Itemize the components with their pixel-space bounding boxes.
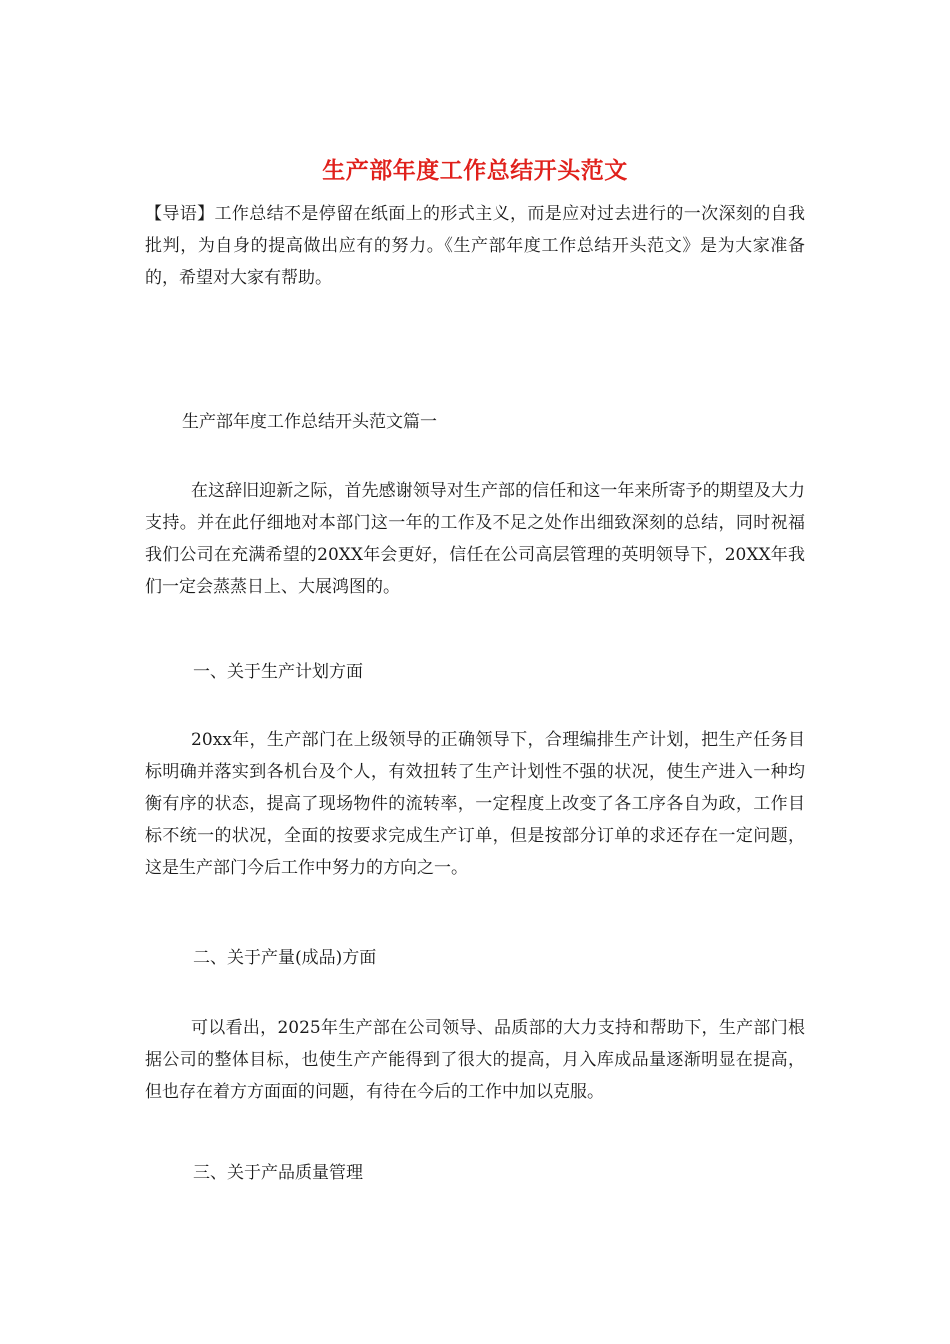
heading-2: 二、关于产量(成品)方面 bbox=[193, 948, 377, 968]
section-title: 生产部年度工作总结开头范文篇一 bbox=[182, 412, 437, 432]
document-title: 生产部年度工作总结开头范文 bbox=[322, 157, 628, 184]
body-paragraph-1: 在这辞旧迎新之际，首先感谢领导对生产部的信任和这一年来所寄予的期望及大力支持。并在此仔细地对本部门这一年的工作及不足之处作出细致深刻的总结，同时祝福我们公司在充满希望的20XX年会更好，信任在公司高层管理的英明领导下，20XX年我们一定会蒸蒸日上、大展鸿图的。 bbox=[145, 481, 805, 597]
body-paragraph-2: 20xx年，生产部门在上级领导的正确领导下，合理编排生产计划，把生产任务目标明确并落实到各机台及个人，有效扭转了生产计划性不强的状况，使生产进入一种均衡有序的状态，提高了现场物件的流转率，一定程度上改变了各工序各自为政，工作目标不统一的状况，全面的按要求完成生产订单，但是按部分订单的求还存在一定问题，这是生产部门今后工作中努力的方向之一。 bbox=[145, 730, 805, 878]
intro-paragraph: 【导语】工作总结不是停留在纸面上的形式主义，而是应对过去进行的一次深刻的自我批判，为自身的提高做出应有的努力。《生产部年度工作总结开头范文》是为大家准备的，希望对大家有帮助。 bbox=[145, 204, 805, 288]
body-paragraph-3: 可以看出，2025年生产部在公司领导、品质部的大力支持和帮助下，生产部门根据公司的整体目标，也使生产产能得到了很大的提高，月入库成品量逐渐明显在提高，但也存在着方方面面的问题，有待在今后的工作中加以克服。 bbox=[145, 1018, 805, 1102]
heading-3: 三、关于产品质量管理 bbox=[193, 1163, 363, 1183]
heading-1: 一、关于生产计划方面 bbox=[193, 662, 363, 682]
